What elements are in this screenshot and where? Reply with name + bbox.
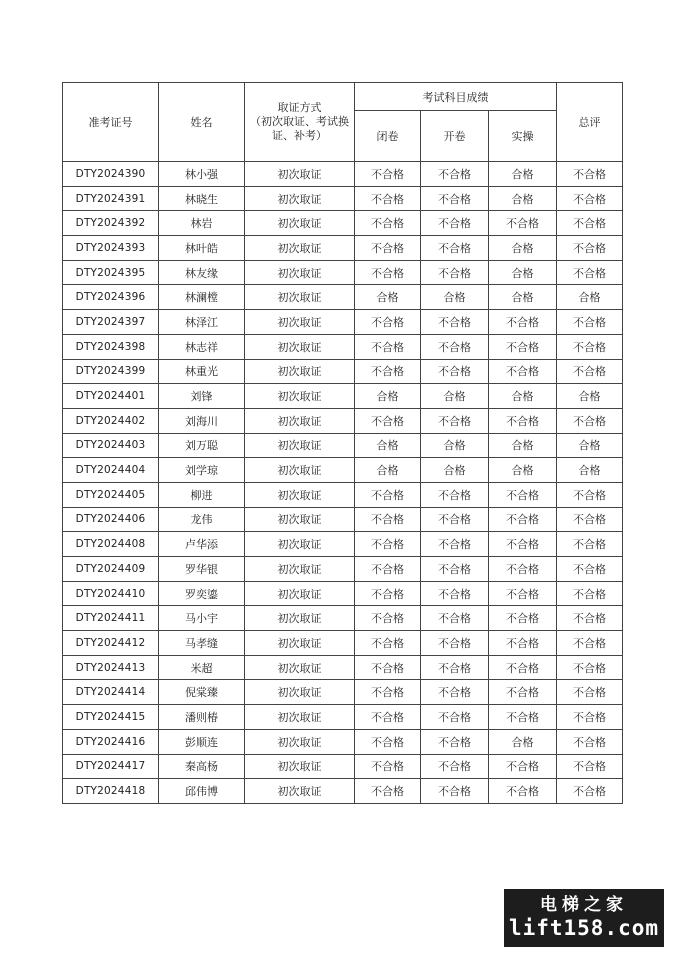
cell-open-book: 不合格 bbox=[421, 754, 489, 779]
cell-practical: 合格 bbox=[489, 260, 557, 285]
cell-name: 刘万聪 bbox=[159, 433, 245, 458]
table-row bbox=[63, 482, 623, 507]
table-row bbox=[63, 162, 623, 187]
cell-name: 马孝缝 bbox=[159, 631, 245, 656]
cell-open-book: 不合格 bbox=[421, 310, 489, 335]
header-cert-method-line: 证、补考） bbox=[272, 129, 327, 142]
cell-exam-id: DTY2024401 bbox=[63, 384, 159, 409]
cell-overall: 不合格 bbox=[557, 532, 623, 557]
cell-practical: 不合格 bbox=[489, 359, 557, 384]
cell-overall: 不合格 bbox=[557, 507, 623, 532]
cell-cert-method: 初次取证 bbox=[245, 705, 355, 730]
cell-open-book: 不合格 bbox=[421, 236, 489, 261]
cell-exam-id: DTY2024414 bbox=[63, 680, 159, 705]
cell-overall: 不合格 bbox=[557, 162, 623, 187]
cell-exam-id: DTY2024398 bbox=[63, 334, 159, 359]
cell-name: 柳进 bbox=[159, 482, 245, 507]
cell-open-book: 不合格 bbox=[421, 162, 489, 187]
cell-cert-method: 初次取证 bbox=[245, 458, 355, 483]
cell-name: 林友缘 bbox=[159, 260, 245, 285]
header-exam-id: 准考证号 bbox=[63, 83, 159, 162]
cell-practical: 不合格 bbox=[489, 754, 557, 779]
cell-overall: 不合格 bbox=[557, 754, 623, 779]
cell-exam-id: DTY2024408 bbox=[63, 532, 159, 557]
table-row bbox=[63, 631, 623, 656]
cell-name: 米超 bbox=[159, 655, 245, 680]
cell-cert-method: 初次取证 bbox=[245, 236, 355, 261]
cell-closed-book: 不合格 bbox=[355, 779, 421, 804]
cell-exam-id: DTY2024418 bbox=[63, 779, 159, 804]
cell-overall: 不合格 bbox=[557, 631, 623, 656]
cell-cert-method: 初次取证 bbox=[245, 754, 355, 779]
table-row bbox=[63, 581, 623, 606]
header-cert-method-line: 取证方式 bbox=[277, 101, 322, 114]
cell-closed-book: 不合格 bbox=[355, 532, 421, 557]
cell-closed-book: 不合格 bbox=[355, 310, 421, 335]
cell-exam-id: DTY2024416 bbox=[63, 729, 159, 754]
cell-open-book: 不合格 bbox=[421, 186, 489, 211]
cell-open-book: 不合格 bbox=[421, 408, 489, 433]
cell-practical: 不合格 bbox=[489, 680, 557, 705]
cell-practical: 合格 bbox=[489, 433, 557, 458]
header-name: 姓名 bbox=[159, 83, 245, 162]
cell-practical: 不合格 bbox=[489, 507, 557, 532]
table-row bbox=[63, 729, 623, 754]
cell-cert-method: 初次取证 bbox=[245, 211, 355, 236]
cell-cert-method: 初次取证 bbox=[245, 655, 355, 680]
cell-exam-id: DTY2024392 bbox=[63, 211, 159, 236]
cell-practical: 不合格 bbox=[489, 482, 557, 507]
cell-cert-method: 初次取证 bbox=[245, 482, 355, 507]
cell-exam-id: DTY2024411 bbox=[63, 606, 159, 631]
cell-overall: 不合格 bbox=[557, 779, 623, 804]
cell-exam-id: DTY2024395 bbox=[63, 260, 159, 285]
table-row bbox=[63, 285, 623, 310]
cell-overall: 合格 bbox=[557, 285, 623, 310]
cell-closed-book: 不合格 bbox=[355, 186, 421, 211]
cell-overall: 不合格 bbox=[557, 236, 623, 261]
cell-closed-book: 不合格 bbox=[355, 606, 421, 631]
table-row bbox=[63, 334, 623, 359]
cell-open-book: 合格 bbox=[421, 384, 489, 409]
table-row bbox=[63, 655, 623, 680]
cell-open-book: 合格 bbox=[421, 458, 489, 483]
table-row bbox=[63, 186, 623, 211]
cell-exam-id: DTY2024403 bbox=[63, 433, 159, 458]
cell-name: 刘海川 bbox=[159, 408, 245, 433]
cell-cert-method: 初次取证 bbox=[245, 631, 355, 656]
cell-cert-method: 初次取证 bbox=[245, 162, 355, 187]
cell-name: 刘锋 bbox=[159, 384, 245, 409]
cell-cert-method: 初次取证 bbox=[245, 606, 355, 631]
cell-cert-method: 初次取证 bbox=[245, 334, 355, 359]
cell-exam-id: DTY2024415 bbox=[63, 705, 159, 730]
table-row bbox=[63, 408, 623, 433]
cell-practical: 不合格 bbox=[489, 581, 557, 606]
cell-name: 彭顺连 bbox=[159, 729, 245, 754]
cell-closed-book: 合格 bbox=[355, 433, 421, 458]
table-row bbox=[63, 384, 623, 409]
cell-closed-book: 合格 bbox=[355, 285, 421, 310]
table-row bbox=[63, 754, 623, 779]
cell-name: 林岩 bbox=[159, 211, 245, 236]
header-closed-book: 闭卷 bbox=[355, 111, 421, 162]
cell-overall: 不合格 bbox=[557, 186, 623, 211]
cell-closed-book: 合格 bbox=[355, 458, 421, 483]
cell-cert-method: 初次取证 bbox=[245, 310, 355, 335]
cell-closed-book: 不合格 bbox=[355, 236, 421, 261]
table-row bbox=[63, 680, 623, 705]
cell-exam-id: DTY2024412 bbox=[63, 631, 159, 656]
cell-overall: 合格 bbox=[557, 433, 623, 458]
table-row bbox=[63, 779, 623, 804]
cell-name: 林晓生 bbox=[159, 186, 245, 211]
table-row bbox=[63, 532, 623, 557]
cell-overall: 合格 bbox=[557, 458, 623, 483]
cell-cert-method: 初次取证 bbox=[245, 557, 355, 582]
cell-closed-book: 不合格 bbox=[355, 334, 421, 359]
cell-exam-id: DTY2024409 bbox=[63, 557, 159, 582]
cell-overall: 不合格 bbox=[557, 581, 623, 606]
cell-exam-id: DTY2024396 bbox=[63, 285, 159, 310]
cell-cert-method: 初次取证 bbox=[245, 260, 355, 285]
cell-exam-id: DTY2024393 bbox=[63, 236, 159, 261]
cell-open-book: 不合格 bbox=[421, 779, 489, 804]
cell-open-book: 不合格 bbox=[421, 631, 489, 656]
table-row bbox=[63, 705, 623, 730]
cell-name: 邱伟博 bbox=[159, 779, 245, 804]
cell-practical: 不合格 bbox=[489, 631, 557, 656]
cell-overall: 不合格 bbox=[557, 655, 623, 680]
cell-open-book: 不合格 bbox=[421, 532, 489, 557]
table-row bbox=[63, 260, 623, 285]
cell-practical: 不合格 bbox=[489, 334, 557, 359]
cell-practical: 不合格 bbox=[489, 408, 557, 433]
cell-overall: 不合格 bbox=[557, 334, 623, 359]
cell-cert-method: 初次取证 bbox=[245, 285, 355, 310]
cell-closed-book: 不合格 bbox=[355, 631, 421, 656]
cell-open-book: 不合格 bbox=[421, 729, 489, 754]
cell-cert-method: 初次取证 bbox=[245, 507, 355, 532]
cell-overall: 不合格 bbox=[557, 359, 623, 384]
cell-practical: 不合格 bbox=[489, 606, 557, 631]
cell-closed-book: 不合格 bbox=[355, 680, 421, 705]
cell-cert-method: 初次取证 bbox=[245, 729, 355, 754]
cell-open-book: 合格 bbox=[421, 285, 489, 310]
cell-open-book: 不合格 bbox=[421, 606, 489, 631]
cell-closed-book: 不合格 bbox=[355, 408, 421, 433]
cell-closed-book: 不合格 bbox=[355, 581, 421, 606]
cell-closed-book: 不合格 bbox=[355, 211, 421, 236]
table-body bbox=[63, 162, 623, 804]
cell-overall: 不合格 bbox=[557, 260, 623, 285]
cell-name: 罗奕鎏 bbox=[159, 581, 245, 606]
cell-name: 秦高杨 bbox=[159, 754, 245, 779]
watermark-title: 电梯之家 bbox=[540, 895, 628, 915]
cell-name: 倪棠臻 bbox=[159, 680, 245, 705]
cell-cert-method: 初次取证 bbox=[245, 186, 355, 211]
cell-closed-book: 不合格 bbox=[355, 359, 421, 384]
table-row bbox=[63, 310, 623, 335]
exam-results-table bbox=[62, 82, 623, 804]
cell-open-book: 不合格 bbox=[421, 507, 489, 532]
cell-practical: 不合格 bbox=[489, 211, 557, 236]
cell-open-book: 不合格 bbox=[421, 260, 489, 285]
cell-overall: 不合格 bbox=[557, 606, 623, 631]
cell-cert-method: 初次取证 bbox=[245, 433, 355, 458]
cell-exam-id: DTY2024413 bbox=[63, 655, 159, 680]
header-cert-method-line: （初次取证、考试换 bbox=[250, 115, 349, 128]
cell-cert-method: 初次取证 bbox=[245, 680, 355, 705]
cell-name: 林泽江 bbox=[159, 310, 245, 335]
cell-closed-book: 不合格 bbox=[355, 260, 421, 285]
cell-practical: 不合格 bbox=[489, 655, 557, 680]
cell-practical: 不合格 bbox=[489, 310, 557, 335]
cell-closed-book: 不合格 bbox=[355, 705, 421, 730]
cell-closed-book: 不合格 bbox=[355, 655, 421, 680]
cell-exam-id: DTY2024406 bbox=[63, 507, 159, 532]
header-practical: 实操 bbox=[489, 111, 557, 162]
table-row bbox=[63, 458, 623, 483]
cell-practical: 合格 bbox=[489, 384, 557, 409]
cell-practical: 不合格 bbox=[489, 705, 557, 730]
cell-practical: 不合格 bbox=[489, 557, 557, 582]
cell-name: 马小宇 bbox=[159, 606, 245, 631]
cell-overall: 不合格 bbox=[557, 680, 623, 705]
cell-cert-method: 初次取证 bbox=[245, 408, 355, 433]
cell-practical: 合格 bbox=[489, 186, 557, 211]
cell-practical: 合格 bbox=[489, 236, 557, 261]
cell-practical: 合格 bbox=[489, 162, 557, 187]
header-subject-scores: 考试科目成绩 bbox=[355, 83, 557, 111]
cell-name: 林叶皓 bbox=[159, 236, 245, 261]
cell-open-book: 不合格 bbox=[421, 557, 489, 582]
header-open-book: 开卷 bbox=[421, 111, 489, 162]
table-row bbox=[63, 433, 623, 458]
cell-overall: 不合格 bbox=[557, 557, 623, 582]
cell-closed-book: 不合格 bbox=[355, 729, 421, 754]
cell-name: 林小强 bbox=[159, 162, 245, 187]
cell-exam-id: DTY2024410 bbox=[63, 581, 159, 606]
cell-cert-method: 初次取证 bbox=[245, 384, 355, 409]
cell-exam-id: DTY2024402 bbox=[63, 408, 159, 433]
cell-exam-id: DTY2024404 bbox=[63, 458, 159, 483]
table-row bbox=[63, 211, 623, 236]
cell-practical: 不合格 bbox=[489, 779, 557, 804]
cell-name: 林重光 bbox=[159, 359, 245, 384]
cell-open-book: 不合格 bbox=[421, 655, 489, 680]
table-row bbox=[63, 606, 623, 631]
cell-open-book: 不合格 bbox=[421, 705, 489, 730]
cell-cert-method: 初次取证 bbox=[245, 532, 355, 557]
cell-cert-method: 初次取证 bbox=[245, 359, 355, 384]
cell-overall: 不合格 bbox=[557, 482, 623, 507]
cell-open-book: 合格 bbox=[421, 433, 489, 458]
cell-exam-id: DTY2024391 bbox=[63, 186, 159, 211]
cell-practical: 合格 bbox=[489, 729, 557, 754]
cell-closed-book: 不合格 bbox=[355, 482, 421, 507]
cell-exam-id: DTY2024399 bbox=[63, 359, 159, 384]
cell-closed-book: 不合格 bbox=[355, 507, 421, 532]
cell-overall: 合格 bbox=[557, 384, 623, 409]
cell-name: 林澜樘 bbox=[159, 285, 245, 310]
cell-open-book: 不合格 bbox=[421, 334, 489, 359]
cell-name: 罗华银 bbox=[159, 557, 245, 582]
table-row bbox=[63, 557, 623, 582]
table-row bbox=[63, 359, 623, 384]
table-row bbox=[63, 507, 623, 532]
cell-exam-id: DTY2024390 bbox=[63, 162, 159, 187]
cell-closed-book: 不合格 bbox=[355, 754, 421, 779]
cell-exam-id: DTY2024405 bbox=[63, 482, 159, 507]
cell-closed-book: 合格 bbox=[355, 384, 421, 409]
cell-overall: 不合格 bbox=[557, 705, 623, 730]
header-overall: 总评 bbox=[557, 83, 623, 162]
cell-open-book: 不合格 bbox=[421, 211, 489, 236]
table-row bbox=[63, 236, 623, 261]
cell-exam-id: DTY2024417 bbox=[63, 754, 159, 779]
cell-overall: 不合格 bbox=[557, 729, 623, 754]
site-watermark bbox=[504, 889, 664, 947]
cell-name: 卢华添 bbox=[159, 532, 245, 557]
cell-overall: 不合格 bbox=[557, 310, 623, 335]
cell-closed-book: 不合格 bbox=[355, 162, 421, 187]
cell-practical: 合格 bbox=[489, 285, 557, 310]
cell-open-book: 不合格 bbox=[421, 359, 489, 384]
cell-cert-method: 初次取证 bbox=[245, 779, 355, 804]
cell-name: 林志祥 bbox=[159, 334, 245, 359]
cell-overall: 不合格 bbox=[557, 211, 623, 236]
cell-name: 龙伟 bbox=[159, 507, 245, 532]
cell-practical: 合格 bbox=[489, 458, 557, 483]
cell-open-book: 不合格 bbox=[421, 680, 489, 705]
watermark-url: lift158.com bbox=[508, 916, 660, 940]
cell-open-book: 不合格 bbox=[421, 581, 489, 606]
cell-overall: 不合格 bbox=[557, 408, 623, 433]
cell-exam-id: DTY2024397 bbox=[63, 310, 159, 335]
cell-cert-method: 初次取证 bbox=[245, 581, 355, 606]
cell-name: 潘则椿 bbox=[159, 705, 245, 730]
header-cert-method bbox=[245, 83, 355, 162]
cell-open-book: 不合格 bbox=[421, 482, 489, 507]
cell-closed-book: 不合格 bbox=[355, 557, 421, 582]
cell-name: 刘学琼 bbox=[159, 458, 245, 483]
cell-practical: 不合格 bbox=[489, 532, 557, 557]
